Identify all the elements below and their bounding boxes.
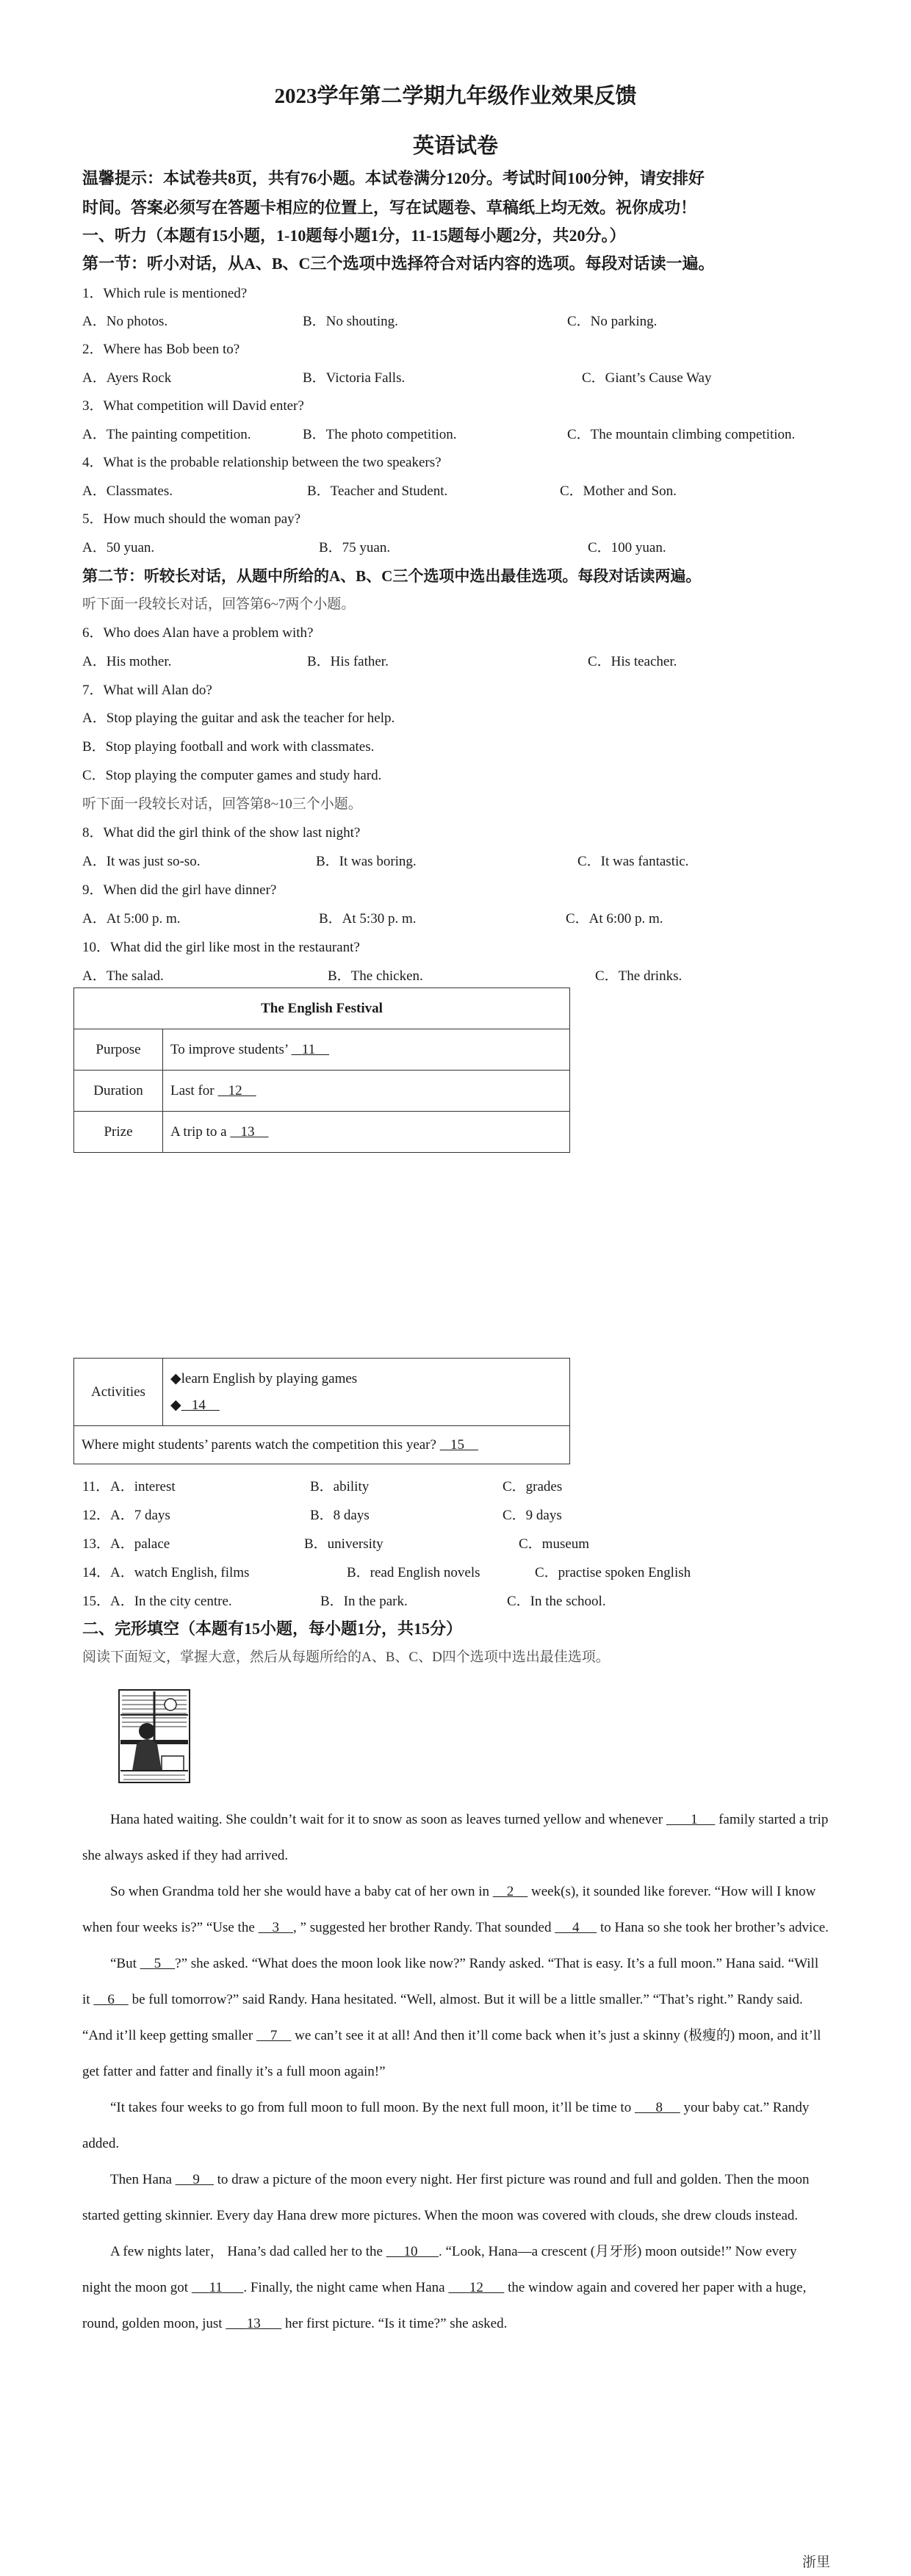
- blank-number: 6: [107, 1992, 115, 2007]
- q12-option-c: C．9 days: [503, 1508, 562, 1523]
- passage-text: Then Hana: [110, 2172, 176, 2187]
- passage-text: . “Look, Hana—a crescent (月牙形) moon outside!” Now every night the moon got: [82, 2244, 797, 2295]
- passage-text: Hana’s dad called her to the: [223, 2244, 386, 2259]
- exam-title: 2023学年第二学期九年级作业效果反馈: [274, 84, 637, 108]
- blank-12: [448, 2280, 504, 2295]
- q2-option-c: C．Giant’s Cause Way: [582, 370, 712, 386]
- hint-q8-10: 听下面一段较长对话，回答第8~10三个小题。: [82, 796, 362, 812]
- q12-number: 12．: [82, 1508, 111, 1523]
- cloze-passage: [82, 1802, 829, 2342]
- q6-option-b: B．His father.: [307, 654, 389, 669]
- q1-option-c: C．No parking.: [567, 314, 658, 329]
- passage-text: A few nights later: [110, 2244, 210, 2259]
- q13-option-a: A．palace: [110, 1536, 170, 1552]
- blank-number: 11: [301, 1041, 316, 1057]
- question-10: 10．What did the girl like most in the restaurant?: [82, 940, 360, 955]
- notice-line-1: 温馨提示：本试卷共8页，共有76小题。本试卷满分120分。考试时间100分钟，请安排好: [82, 169, 705, 187]
- blank-15: [440, 1437, 478, 1453]
- hint-q6-7: 听下面一段较长对话，回答第6~7两个小题。: [82, 597, 356, 612]
- row-value-duration: [163, 1071, 570, 1112]
- q11-option-a: A．interest: [110, 1479, 176, 1494]
- part2-instruction: 阅读下面短文，掌握大意，然后从每题所给的A、B、C、D四个选项中选出最佳选项。: [82, 1649, 610, 1665]
- question-6: 6．Who does Alan have a problem with?: [82, 625, 314, 641]
- row-label-duration: Duration: [74, 1071, 163, 1112]
- passage-paragraph-1: [82, 1802, 829, 1874]
- blank-number: 4: [572, 1920, 580, 1935]
- row-text: A trip to a: [170, 1123, 231, 1140]
- passage-text: be full tomorrow?” said Randy. Hana hesitated. “Well, almost. But it will be a little smaller.” “That’s right.” Randy said. “And it’ll keep getting smaller: [82, 1992, 803, 2043]
- table-row: [74, 1071, 570, 1112]
- parents-question: Where might students’ parents watch the competition this year?: [82, 1436, 440, 1453]
- girl-at-window-illustration: [118, 1688, 191, 1784]
- q5-option-c: C．100 yuan.: [588, 540, 666, 555]
- blank-10: [386, 2244, 439, 2259]
- blank-11: [192, 2280, 244, 2295]
- exam-subtitle: 英语试卷: [412, 134, 498, 158]
- q3-option-c: C．The mountain climbing competition.: [567, 427, 796, 442]
- passage-text: the window again and covered her paper with a huge, round, golden moon, just: [82, 2280, 807, 2331]
- row-text: Last for: [170, 1082, 218, 1098]
- question-1: 1．Which rule is mentioned?: [82, 286, 248, 301]
- q9-option-c: C．At 6:00 p. m.: [566, 911, 663, 927]
- section1-heading: 第一节：听小对话，从A、B、C三个选项中选择符合对话内容的选项。每段对话读一遍。: [82, 254, 715, 273]
- question-4: 4．What is the probable relationship between the two speakers?: [82, 455, 442, 470]
- blank-number: 8: [655, 2100, 663, 2115]
- q6-option-c: C．His teacher.: [588, 654, 677, 669]
- q13-option-c: C．museum: [519, 1536, 590, 1552]
- question-3: 3．What competition will David enter?: [82, 398, 304, 414]
- question-2: 2．Where has Bob been to?: [82, 342, 240, 357]
- blank-13: [230, 1124, 268, 1140]
- passage-paragraph-2: [82, 1874, 829, 1946]
- q12-option-b: B．8 days: [310, 1508, 370, 1523]
- q2-option-a: A．Ayers Rock: [82, 370, 172, 386]
- q13-number: 13．: [82, 1536, 111, 1552]
- notice-line-2: 时间。答案必须写在答题卡相应的位置上，写在试题卷、草稿纸上均无效。祝你成功！: [82, 198, 697, 217]
- blank-number: 13: [240, 1123, 255, 1140]
- page-footer: 浙里: [802, 2555, 830, 2570]
- q1-option-a: A．No photos.: [82, 314, 168, 329]
- activity-item-1: ◆learn English by playing games: [170, 1370, 358, 1386]
- q2-option-b: B．Victoria Falls.: [303, 370, 406, 386]
- passage-text: your baby cat.” Randy added.: [82, 2100, 810, 2151]
- q3-option-a: A．The painting competition.: [82, 427, 251, 442]
- q14-option-b: B．read English novels: [347, 1565, 480, 1580]
- parents-question-row: [74, 1426, 570, 1464]
- passage-paragraph-5: [82, 2162, 829, 2234]
- q4-option-a: A．Classmates.: [82, 483, 173, 499]
- row-text: To improve students’: [170, 1041, 292, 1057]
- q8-option-c: C．It was fantastic.: [577, 854, 689, 869]
- q11-option-c: C．grades: [503, 1479, 563, 1494]
- q10-option-c: C．The drinks.: [595, 968, 683, 984]
- passage-paragraph-4: [82, 2090, 829, 2162]
- blank-number: 2: [506, 1884, 514, 1899]
- table-row: [74, 1112, 570, 1153]
- blank-number: 13: [246, 2316, 261, 2331]
- festival-table-title: The English Festival: [74, 988, 570, 1029]
- activities-table: [73, 1358, 570, 1464]
- q13-option-b: B．university: [304, 1536, 384, 1552]
- activities-list: [163, 1359, 570, 1426]
- passage-text: her first picture. “Is it time?” she asked.: [281, 2316, 508, 2331]
- q14-option-c: C．practise spoken English: [535, 1565, 691, 1580]
- blank-number: 1: [691, 1812, 698, 1827]
- passage-text: So when Grandma told her she would have a baby cat of her own in: [110, 1884, 493, 1899]
- q14-option-a: A．watch English, films: [110, 1565, 250, 1580]
- passage-text: , ” suggested her brother Randy. That sounded: [293, 1920, 555, 1935]
- q7-option-c: C．Stop playing the computer games and study hard.: [82, 768, 382, 783]
- q7-option-b: B．Stop playing football and work with classmates.: [82, 739, 375, 755]
- passage-text: family started a trip she always asked if they had arrived.: [82, 1812, 829, 1863]
- q15-option-a: A．In the city centre.: [110, 1594, 232, 1609]
- passage-text: . Finally, the night came when Hana: [243, 2280, 449, 2295]
- blank-14: [181, 1397, 220, 1413]
- blank-number: 11: [209, 2280, 223, 2295]
- blank-13: [226, 2316, 281, 2331]
- row-label-purpose: Purpose: [74, 1029, 163, 1071]
- passage-text: ，: [209, 2244, 224, 2259]
- passage-paragraph-6: [82, 2234, 829, 2342]
- row-label-activities: Activities: [74, 1359, 163, 1426]
- passage-text: we can’t see it at all! And then it’ll come back when it’s just a skinny (极瘦的) moon, and it’ll get fatter and fatter and finally it’s a full moon again!”: [82, 2028, 821, 2079]
- blank-4: [555, 1920, 597, 1935]
- english-festival-table: [73, 987, 570, 1153]
- passage-text: “It takes four weeks to go from full moon to full moon. By the next full moon, it’ll be time to: [110, 2100, 635, 2115]
- passage-text: to Hana so she took her brother’s advice.: [597, 1920, 829, 1935]
- q10-option-a: A．The salad.: [82, 968, 164, 984]
- row-value-purpose: [163, 1029, 570, 1071]
- blank-5: [140, 1956, 176, 1971]
- activity-item-2: [170, 1392, 562, 1419]
- q3-option-b: B．The photo competition.: [303, 427, 457, 442]
- q7-option-a: A．Stop playing the guitar and ask the teacher for help.: [82, 710, 395, 726]
- blank-number: 14: [191, 1397, 206, 1413]
- blank-number: 15: [450, 1436, 464, 1453]
- blank-1: [666, 1812, 716, 1827]
- row-value-prize: [163, 1112, 570, 1153]
- blank-number: 3: [272, 1920, 280, 1935]
- q6-option-a: A．His mother.: [82, 654, 172, 669]
- q5-option-b: B．75 yuan.: [319, 540, 391, 555]
- q15-option-b: B．In the park.: [320, 1594, 408, 1609]
- q1-option-b: B．No shouting.: [303, 314, 398, 329]
- passage-text: ?” she asked. “What does the moon look like now?” Randy asked. “That is easy. It’s a full moon.” Hana said. “Will it: [82, 1956, 819, 2007]
- q9-option-a: A．At 5:00 p. m.: [82, 911, 181, 927]
- section2-heading: 第二节：听较长对话，从题中所给的A、B、C三个选项中选出最佳选项。每段对话读两遍。: [82, 567, 702, 585]
- blank-3: [259, 1920, 294, 1935]
- blank-number: 9: [192, 2172, 200, 2187]
- question-5: 5．How much should the woman pay?: [82, 511, 301, 527]
- passage-text: to draw a picture of the moon every night. Her first picture was round and full and golden. Then the moon started getting skinnier. Every day Hana drew more pictures. When the moon was covered with clouds, she drew clouds instead.: [82, 2172, 810, 2223]
- question-7: 7．What will Alan do?: [82, 683, 212, 698]
- q8-option-b: B．It was boring.: [316, 854, 417, 869]
- blank-number: 12: [228, 1082, 242, 1098]
- q4-option-b: B．Teacher and Student.: [307, 483, 448, 499]
- blank-7: [256, 2028, 292, 2043]
- q5-option-a: A．50 yuan.: [82, 540, 155, 555]
- q8-option-a: A．It was just so-so.: [82, 854, 201, 869]
- q15-option-c: C．In the school.: [507, 1594, 606, 1609]
- passage-text: week(s), it sounded like forever. “How will I know when four weeks is?” “Use the: [82, 1884, 816, 1935]
- blank-2: [493, 1884, 528, 1899]
- q4-option-c: C．Mother and Son.: [560, 483, 677, 499]
- q11-number: 11．: [82, 1479, 110, 1494]
- blank-number: 10: [403, 2244, 418, 2259]
- question-8: 8．What did the girl think of the show last night?: [82, 825, 361, 841]
- blank-8: [635, 2100, 680, 2115]
- q10-option-b: B．The chicken.: [328, 968, 423, 984]
- blank-9: [176, 2172, 214, 2187]
- passage-text: Hana hated waiting. She couldn’t wait for it to snow as soon as leaves turned yellow and whenever: [110, 1812, 666, 1827]
- passage-text: “But: [110, 1956, 140, 1971]
- q12-option-a: A．7 days: [110, 1508, 170, 1523]
- blank-6: [93, 1992, 129, 2007]
- blank-11: [292, 1042, 330, 1057]
- table-row: [74, 1029, 570, 1071]
- q14-number: 14．: [82, 1565, 111, 1580]
- blank-12: [217, 1083, 256, 1098]
- question-9: 9．When did the girl have dinner?: [82, 882, 277, 898]
- row-label-prize: Prize: [74, 1112, 163, 1153]
- part2-heading: 二、完形填空（本题有15小题，每小题1分，共15分）: [82, 1619, 463, 1638]
- blank-number: 5: [154, 1956, 162, 1971]
- blank-number: 7: [270, 2028, 278, 2043]
- passage-paragraph-3: [82, 1946, 829, 2090]
- part1-heading: 一、听力（本题有15小题，1-10题每小题1分，11-15题每小题2分，共20分。）: [82, 226, 626, 245]
- bullet-icon: ◆: [170, 1397, 181, 1413]
- q15-number: 15．: [82, 1594, 111, 1609]
- blank-number: 12: [469, 2280, 483, 2295]
- q9-option-b: B．At 5:30 p. m.: [319, 911, 417, 927]
- q11-option-b: B．ability: [310, 1479, 370, 1494]
